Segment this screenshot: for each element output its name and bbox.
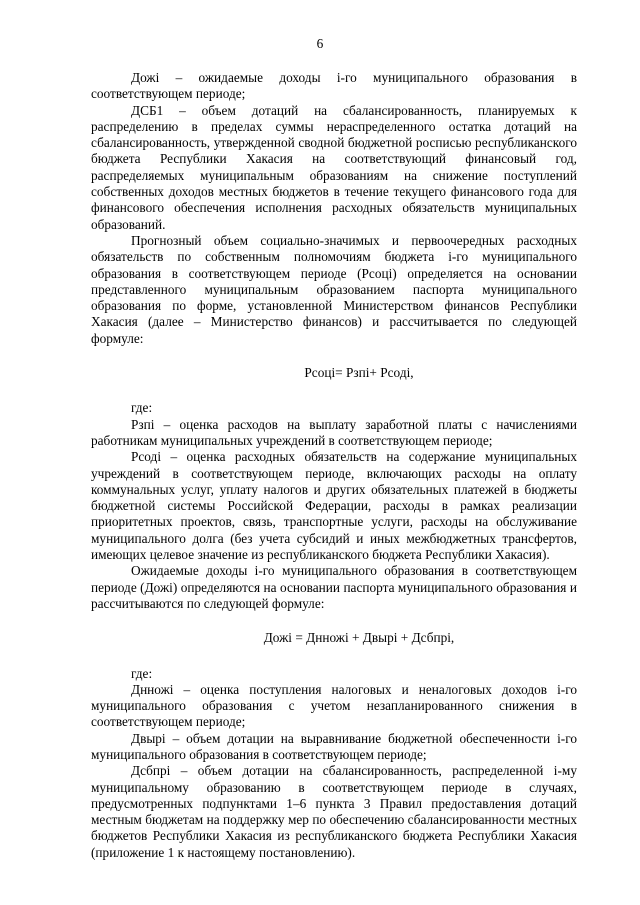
where-label-2: где: [131, 665, 153, 681]
where-label-1: где: [131, 400, 153, 416]
formula-dozhi: Дожі = Днножі + Двырі + Дсбпрі, [263, 630, 455, 646]
definition-dsbpri: Дсбпрі – объем дотации на сбалансированность, распределенной і-му муниципальному образованию в соответствующем периоде в случаях, предусмотренных подпунктами 1–6 пункта 3 Правил предоставления дотаций местным бюджетам на поддержку мер по обеспечению сбалансированности местных бюджетов Республики Хакасия из республиканского бюджета Республики Хакасия (приложение 1 к настоящему постановлению). [91, 763, 577, 860]
document-body [91, 70, 577, 861]
definition-rsodi: Рсоді – оценка расходных обязательств на содержание муниципальных учреждений в соответствующем периоде, включающих расходы на оплату коммунальных услуг, уплату налогов и других обязательных платежей в бюджеты бюджетной системы Российской Федерации, расходы в рамках реализации приоритетных проектов, связь, транспортные услуги, расходы на обслуживание муниципального долга (без учета субсидий и иных межбюджетных трансфертов, имеющих целевое значение из республиканского бюджета Республики Хакасия). [91, 449, 577, 563]
definition-dozhi: Дожі – ожидаемые доходы і-го муниципального образования в соответствующем периоде; [91, 70, 577, 102]
page-number: 6 [316, 36, 324, 51]
paragraph-dozhi-intro: Ожидаемые доходы і-го муниципального образования в соответствующем периоде (Дожі) определяются на основании паспорта муниципального образования и рассчитываются по следующей формуле: [91, 563, 577, 611]
formula-rsoci: Рсоці= Рзпі+ Рсоді, [304, 365, 414, 381]
definition-dsb1: ДСБ1 – объем дотаций на сбалансированность, планируемых к распределению в пределах суммы нераспределенного остатка дотаций на сбалансированность, утвержденной сводной бюджетной росписью республиканского бюджета Республики Хакасия на соответствующий финансовый год, распределяемых муниципальным образованиям на снижение поступлений собственных доходов местных бюджетов в течение текущего финансового года для финансового обеспечения исполнения расходных обязательств муниципальных образований. [91, 102, 577, 232]
paragraph-rsoci-intro: Прогнозный объем социально-значимых и первоочередных расходных обязательств по собственным полномочиям бюджета і-го муниципального образования в соответствующем периоде (Рсоці) определяется на основании представленного муниципальным образованием паспорта муниципального образования по форме, установленной Министерством финансов Республики Хакасия (далее – Министерство финансов) и рассчитывается по следующей формуле: [91, 232, 577, 346]
definition-dnnozhi: Днножі – оценка поступления налоговых и неналоговых доходов і-го муниципального образования с учетом незапланированного снижения в соответствующем периоде; [91, 681, 577, 730]
definition-dvyri: Двырі – объем дотации на выравнивание бюджетной обеспеченности і-го муниципального образования в соответствующем периоде; [91, 730, 577, 762]
definition-rzpi: Рзпі – оценка расходов на выплату заработной платы с начислениями работникам муниципальных учреждений в соответствующем периоде; [91, 416, 577, 448]
